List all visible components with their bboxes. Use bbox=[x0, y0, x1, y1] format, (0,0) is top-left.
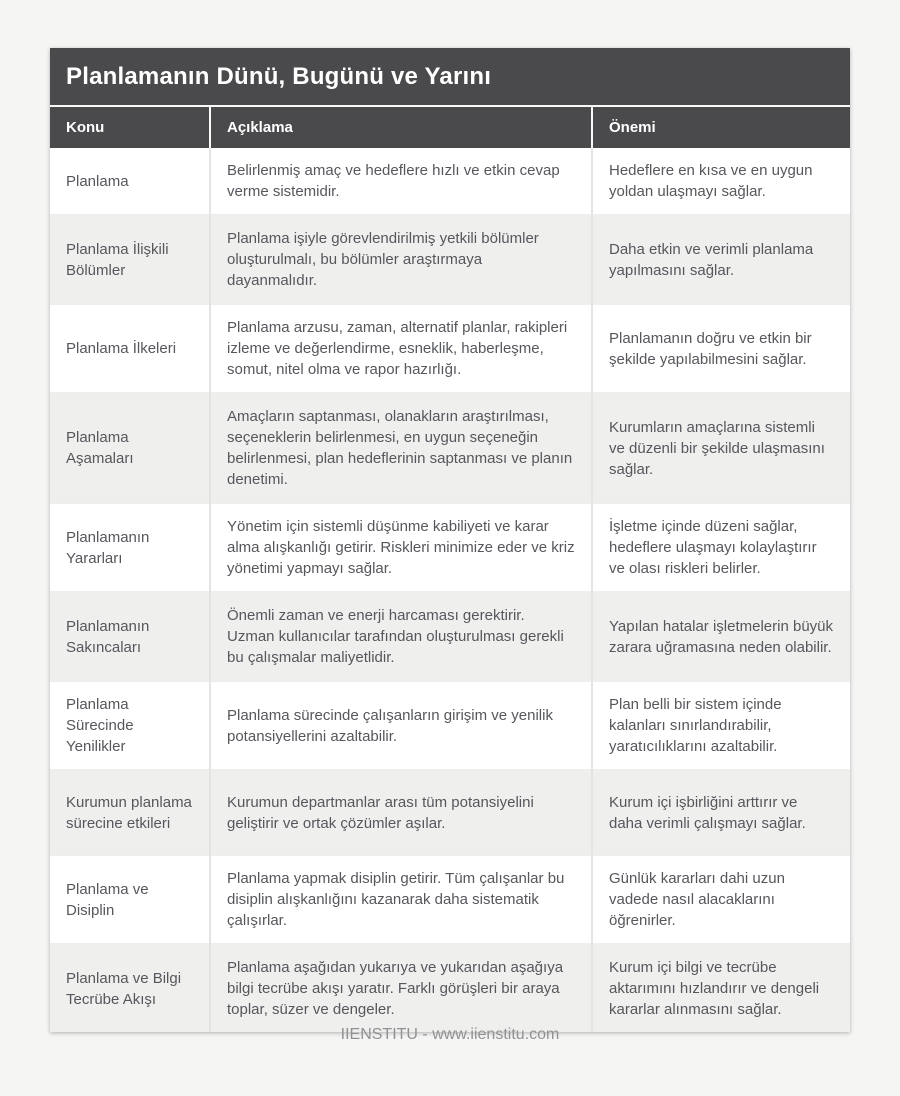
table-row bbox=[50, 944, 850, 1032]
table-header-row bbox=[50, 107, 850, 148]
row-importance: İşletme içinde düzeni sağlar, hedeflere ulaşmayı kolaylaştırır ve olası riskleri belirler. bbox=[592, 503, 850, 592]
table-row bbox=[50, 503, 850, 592]
row-description: Planlama aşağıdan yukarıya ve yukarıdan aşağıya bilgi tecrübe akışı yaratır. Farklı görüşleri bir araya toplar, süzer ve dengeler. bbox=[210, 944, 592, 1032]
row-importance: Planlamanın doğru ve etkin bir şekilde yapılabilmesini sağlar. bbox=[592, 304, 850, 393]
page-title: Planlamanın Dünü, Bugünü ve Yarını bbox=[50, 48, 850, 107]
row-description: Planlama arzusu, zaman, alternatif planlar, rakipleri izleme ve değerlendirme, esneklik, haberleşme, somut, nitel olma ve rapor hazırlığı. bbox=[210, 304, 592, 393]
row-description: Amaçların saptanması, olanakların araştırılması, seçeneklerin belirlenmesi, en uygun seçeneğin belirlenmesi, plan hedeflerinin saptanması ve planın denetimi. bbox=[210, 393, 592, 503]
planning-table-card bbox=[50, 48, 850, 1032]
row-importance: Kurum içi işbirliğini arttırır ve daha verimli çalışmayı sağlar. bbox=[592, 770, 850, 855]
row-description: Yönetim için sistemli düşünme kabiliyeti ve karar alma alışkanlığı getirir. Riskleri minimize eder ve kriz yönetimi yapmayı sağlar. bbox=[210, 503, 592, 592]
row-importance: Hedeflere en kısa ve en uygun yoldan ulaşmayı sağlar. bbox=[592, 148, 850, 215]
row-topic: Planlama Sürecinde Yenilikler bbox=[50, 681, 210, 770]
row-topic: Planlama İlkeleri bbox=[50, 304, 210, 393]
row-importance: Yapılan hatalar işletmelerin büyük zarara uğramasına neden olabilir. bbox=[592, 592, 850, 681]
row-topic: Planlama bbox=[50, 148, 210, 215]
row-description: Önemli zaman ve enerji harcaması gerektirir. Uzman kullanıcılar tarafından oluşturulması gerekli bu çalışmalar maliyetlidir. bbox=[210, 592, 592, 681]
row-importance: Kurum içi bilgi ve tecrübe aktarımını hızlandırır ve dengeli kararlar alınmasını sağlar. bbox=[592, 944, 850, 1032]
row-description: Planlama yapmak disiplin getirir. Tüm çalışanlar bu disiplin alışkanlığını kazanarak daha sistematik çalışırlar. bbox=[210, 855, 592, 944]
table-row bbox=[50, 855, 850, 944]
table-row bbox=[50, 304, 850, 393]
table-row bbox=[50, 681, 850, 770]
row-importance: Daha etkin ve verimli planlama yapılmasını sağlar. bbox=[592, 215, 850, 304]
column-header-onemi: Önemi bbox=[592, 107, 850, 148]
row-topic: Planlama İlişkili Bölümler bbox=[50, 215, 210, 304]
table-row bbox=[50, 770, 850, 855]
table-row bbox=[50, 393, 850, 503]
table-row bbox=[50, 148, 850, 215]
row-description: Kurumun departmanlar arası tüm potansiyelini geliştirir ve ortak çözümler aşılar. bbox=[210, 770, 592, 855]
row-description: Planlama sürecinde çalışanların girişim ve yenilik potansiyellerini azaltabilir. bbox=[210, 681, 592, 770]
row-topic: Planlama ve Bilgi Tecrübe Akışı bbox=[50, 944, 210, 1032]
table-row bbox=[50, 215, 850, 304]
column-header-konu: Konu bbox=[50, 107, 210, 148]
column-header-aciklama: Açıklama bbox=[210, 107, 592, 148]
table-row bbox=[50, 592, 850, 681]
row-description: Planlama işiyle görevlendirilmiş yetkili bölümler oluşturulmalı, bu bölümler araştırmaya dayanmalıdır. bbox=[210, 215, 592, 304]
row-topic: Kurumun planlama sürecine etkileri bbox=[50, 770, 210, 855]
footer-credit: IIENSTITU - www.iienstitu.com bbox=[340, 1026, 560, 1043]
row-description: Belirlenmiş amaç ve hedeflere hızlı ve etkin cevap verme sistemidir. bbox=[210, 148, 592, 215]
row-importance: Plan belli bir sistem içinde kalanları sınırlandırabilir, yaratıcılıklarını azaltabilir. bbox=[592, 681, 850, 770]
row-topic: Planlamanın Sakıncaları bbox=[50, 592, 210, 681]
row-importance: Kurumların amaçlarına sistemli ve düzenli bir şekilde ulaşmasını sağlar. bbox=[592, 393, 850, 503]
row-topic: Planlama Aşamaları bbox=[50, 393, 210, 503]
row-topic: Planlama ve Disiplin bbox=[50, 855, 210, 944]
planning-table bbox=[50, 107, 850, 1032]
row-importance: Günlük kararları dahi uzun vadede nasıl alacaklarını öğrenirler. bbox=[592, 855, 850, 944]
row-topic: Planlamanın Yararları bbox=[50, 503, 210, 592]
